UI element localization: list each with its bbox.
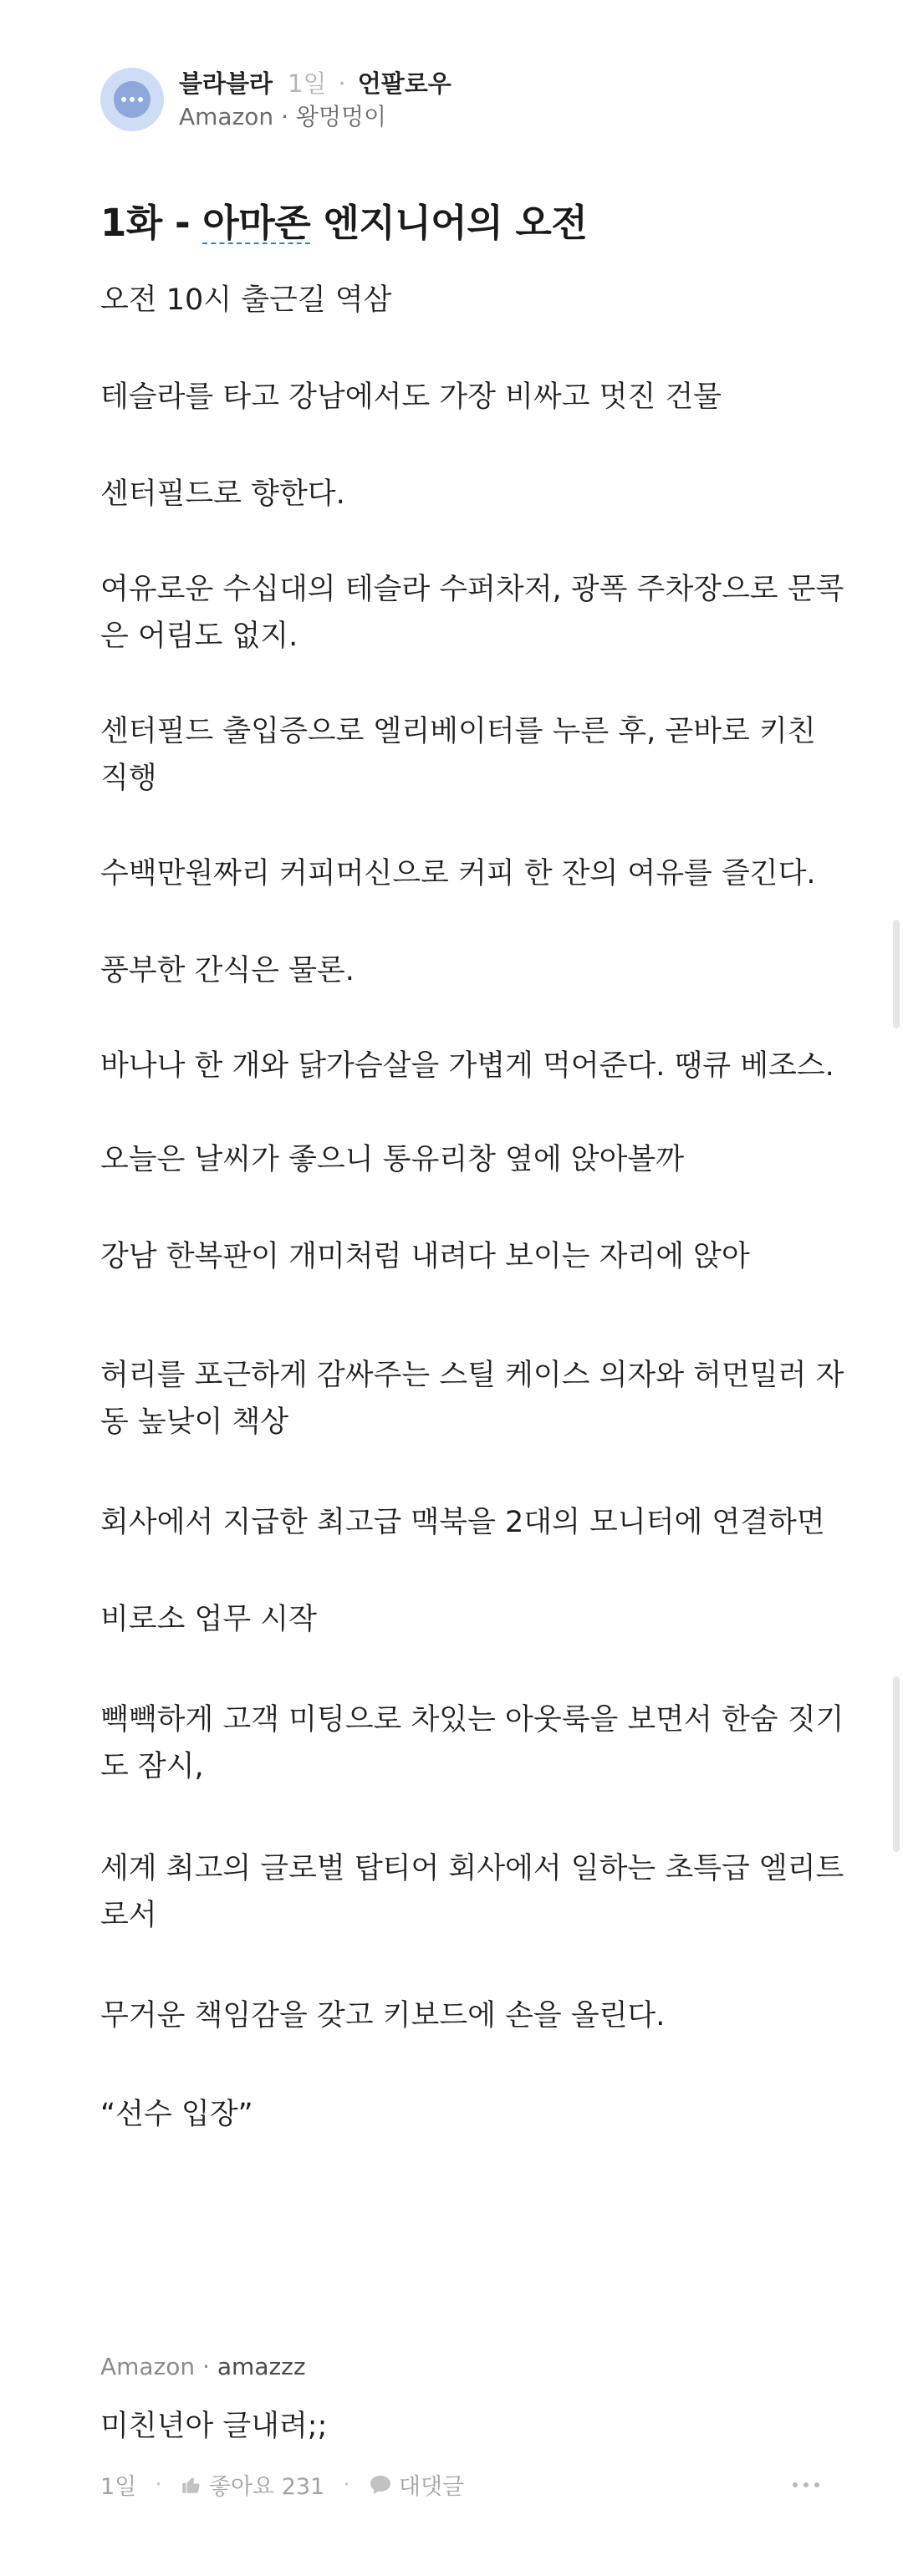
chat-bubble-icon bbox=[114, 81, 150, 118]
like-count: 좋아요 231 bbox=[208, 2474, 325, 2500]
author-company[interactable]: Amazon bbox=[179, 103, 274, 130]
body-line: 비로소 업무 시작 bbox=[100, 1603, 317, 1636]
post-header bbox=[100, 67, 452, 132]
author-info bbox=[179, 102, 452, 132]
board-name[interactable]: 블라블라 bbox=[179, 69, 273, 98]
body-line: 수백만원짜리 커피머신으로 커피 한 잔의 여유를 즐긴다. bbox=[100, 857, 816, 890]
body-line: 오늘은 날씨가 좋으니 통유리창 옆에 앉아볼까 bbox=[100, 1143, 685, 1176]
unfollow-button[interactable]: 언팔로우 bbox=[357, 69, 452, 98]
post-title bbox=[100, 192, 587, 247]
body-line: 로서 bbox=[100, 1899, 157, 1932]
separator-dot: · bbox=[338, 69, 346, 98]
comment-text: 미친년아 글내려;; bbox=[100, 2410, 328, 2443]
title-suffix: 엔지니어의 오전 bbox=[310, 201, 588, 245]
body-line: 허리를 포근하게 감싸주는 스틸 케이스 의자와 허먼밀러 자 bbox=[100, 1359, 844, 1392]
author-nickname[interactable]: 왕멍멍이 bbox=[295, 103, 387, 130]
title-underlined-word: 아마존 bbox=[202, 201, 311, 245]
body-line: 센터필드 출입증으로 엘리베이터를 누른 후, 곧바로 키친 bbox=[100, 715, 816, 748]
body-line: 직행 bbox=[100, 762, 157, 795]
comment-company: Amazon bbox=[100, 2353, 196, 2380]
speech-bubble-icon bbox=[369, 2474, 392, 2496]
scrollbar-track[interactable] bbox=[893, 1676, 900, 1852]
board-avatar[interactable] bbox=[100, 68, 164, 131]
post-time: 1일 bbox=[288, 69, 327, 98]
reply-button[interactable] bbox=[369, 2468, 464, 2501]
body-line: 바나나 한 개와 닭가슴살을 가볍게 먹어준다. 땡큐 베조스. bbox=[100, 1049, 834, 1083]
body-line: 강남 한복판이 개미처럼 내려다 보이는 자리에 앉아 bbox=[100, 1240, 750, 1273]
scrollbar-track[interactable] bbox=[893, 920, 900, 1028]
body-line: 풍부한 간식은 물론. bbox=[100, 954, 355, 987]
comment-author[interactable] bbox=[100, 2353, 306, 2380]
body-line: 오전 10시 출근길 역삼 bbox=[100, 283, 392, 317]
separator-dot: · bbox=[281, 103, 296, 130]
body-line: 동 높낮이 책상 bbox=[100, 1405, 289, 1439]
body-line: 도 잠시, bbox=[100, 1750, 204, 1783]
more-options-icon[interactable] bbox=[793, 2482, 819, 2487]
like-button[interactable] bbox=[181, 2468, 324, 2501]
comment-time: 1일 bbox=[100, 2474, 137, 2500]
separator-dot: · bbox=[155, 2471, 162, 2497]
separator-dot: · bbox=[202, 2353, 217, 2380]
separator-dot: · bbox=[343, 2471, 350, 2497]
body-line: “선수 입장” bbox=[100, 2098, 253, 2131]
body-line: 센터필드로 향한다. bbox=[100, 477, 345, 511]
comment-meta bbox=[100, 2468, 819, 2501]
thumbs-up-icon bbox=[181, 2474, 202, 2496]
body-line: 테슬라를 타고 강남에서도 가장 비싸고 멋진 건물 bbox=[100, 380, 722, 414]
body-line: 빽빽하게 고객 미팅으로 차있는 아웃룩을 보면서 한숨 짓기 bbox=[100, 1703, 844, 1737]
body-line: 은 어림도 없지. bbox=[100, 620, 298, 653]
body-line: 회사에서 지급한 최고급 맥북을 2대의 모니터에 연결하면 bbox=[100, 1506, 825, 1539]
comment-nickname[interactable]: amazzz bbox=[217, 2353, 306, 2380]
body-line: 세계 최고의 글로벌 탑티어 회사에서 일하는 초특급 엘리트 bbox=[100, 1852, 844, 1885]
body-line: 여유로운 수십대의 테슬라 수퍼차저, 광폭 주차장으로 문콕 bbox=[100, 573, 844, 606]
title-prefix: 1화 - bbox=[100, 201, 203, 245]
reply-label: 대댓글 bbox=[398, 2474, 465, 2500]
body-line: 무거운 책임감을 갖고 키보드에 손을 올린다. bbox=[100, 1999, 666, 2033]
